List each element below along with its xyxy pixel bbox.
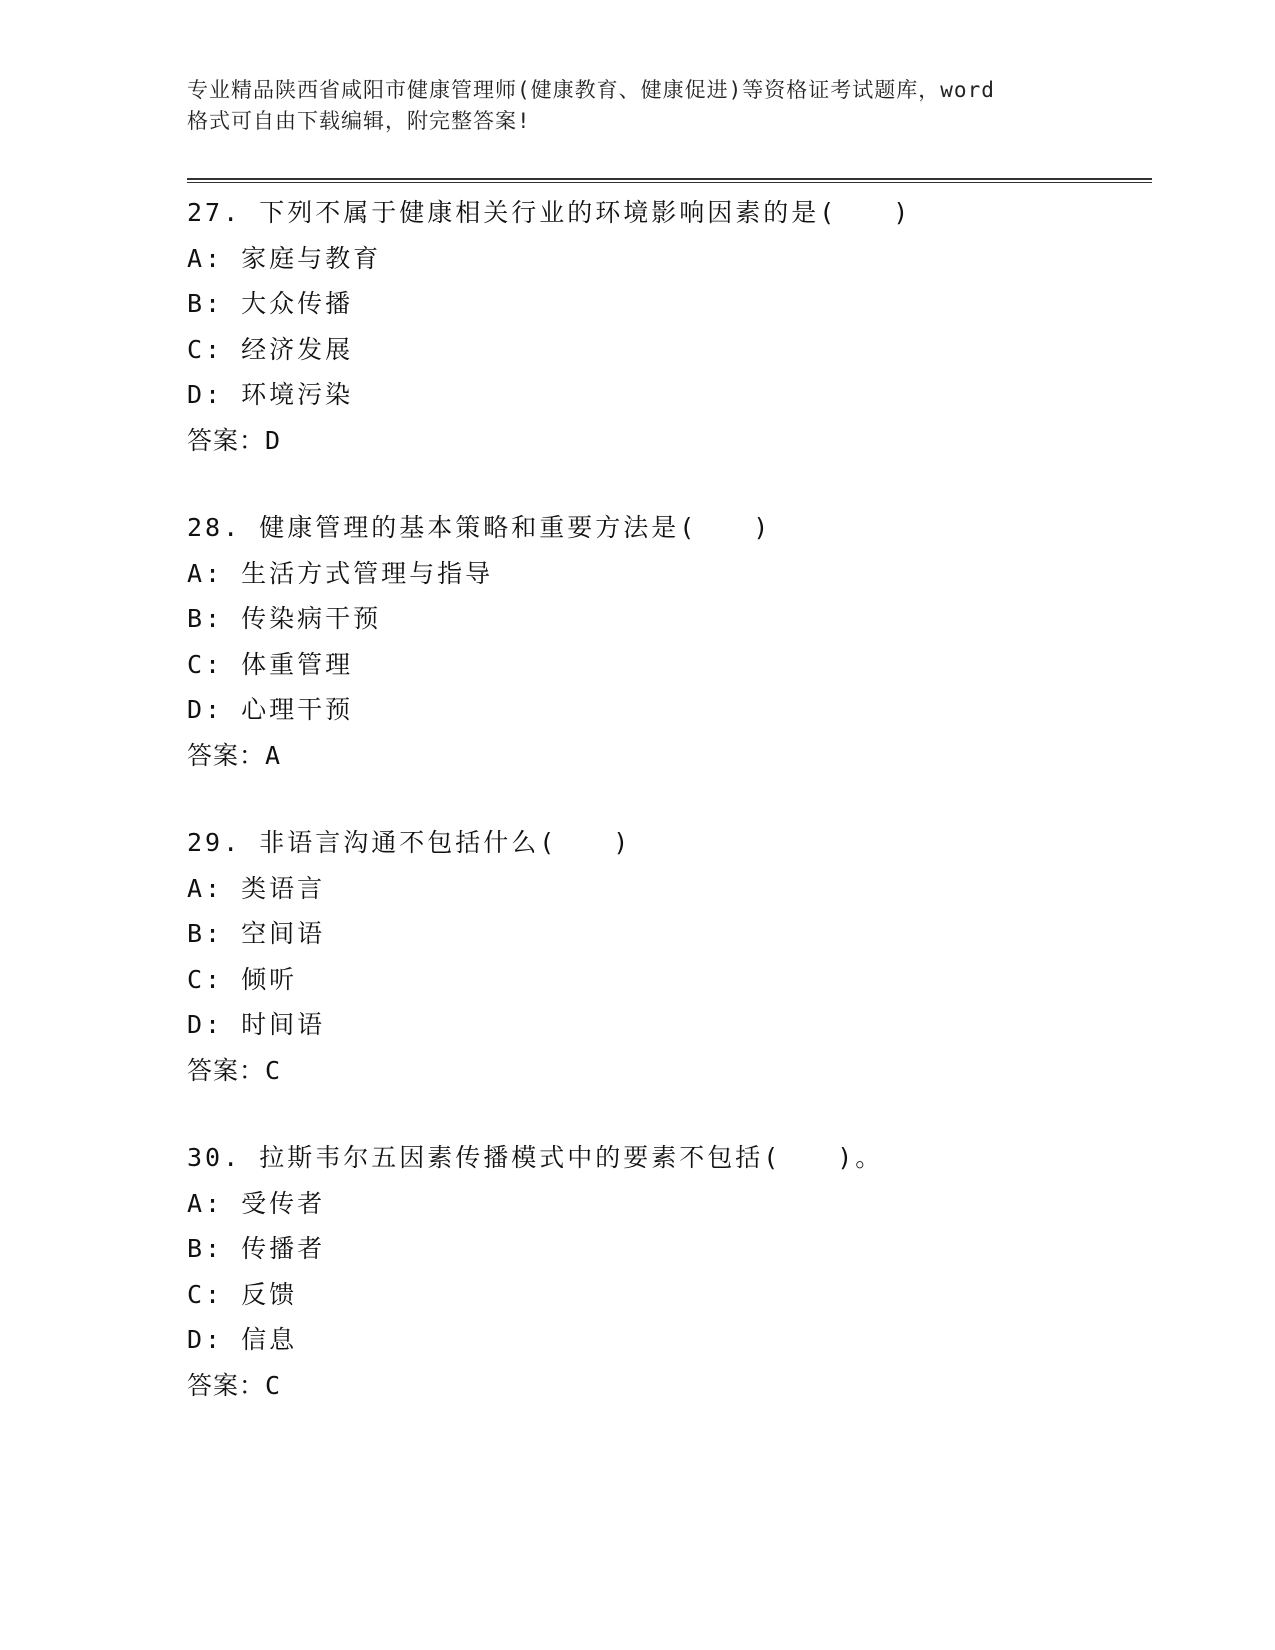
answer-value: D: [265, 425, 282, 455]
answer-label: 答案：: [187, 1055, 266, 1085]
question-stem: 27. 下列不属于健康相关行业的环境影响因素的是( ): [187, 198, 912, 227]
option-d: D: 时间语: [187, 1010, 326, 1039]
option-d: D: 信息: [187, 1325, 298, 1354]
option-a: A: 家庭与教育: [187, 243, 382, 273]
option-b: B: 空间语: [187, 919, 326, 948]
answer-line: [187, 418, 1152, 464]
question-27: [187, 190, 1152, 463]
answer-label: 答案：: [187, 425, 266, 455]
option-a: A: 受传者: [187, 1188, 326, 1218]
answer-line: [187, 1048, 1152, 1094]
option-c: C: 倾听: [187, 964, 298, 994]
question-30: [187, 1135, 1152, 1408]
option-b: B: 传播者: [187, 1234, 326, 1263]
header-line-1: 专业精品陕西省咸阳市健康管理师(健康教育、健康促进)等资格证考试题库，word: [187, 78, 995, 102]
option-d: D: 环境污染: [187, 380, 354, 409]
document-header: [187, 75, 1087, 137]
option-c: C: 体重管理: [187, 649, 354, 679]
option-a: A: 生活方式管理与指导: [187, 558, 494, 588]
option-d: D: 心理干预: [187, 695, 354, 724]
question-stem: 28. 健康管理的基本策略和重要方法是( ): [187, 513, 772, 542]
answer-line: [187, 733, 1152, 779]
option-a: A: 类语言: [187, 873, 326, 903]
question-29: [187, 820, 1152, 1093]
option-b: B: 大众传播: [187, 289, 354, 318]
option-c: C: 反馈: [187, 1279, 298, 1309]
answer-label: 答案：: [187, 1370, 266, 1400]
question-stem: 29. 非语言沟通不包括什么( ): [187, 828, 632, 857]
question-stem: 30. 拉斯韦尔五因素传播模式中的要素不包括( )。: [187, 1143, 884, 1172]
option-c: C: 经济发展: [187, 334, 354, 364]
answer-line: [187, 1363, 1152, 1409]
answer-value: C: [265, 1370, 282, 1400]
answer-value: C: [265, 1055, 282, 1085]
header-divider: [187, 178, 1152, 183]
answer-value: A: [265, 740, 282, 770]
question-list: [187, 190, 1152, 1408]
header-line-2: 格式可自由下载编辑，附完整答案!: [187, 109, 531, 133]
answer-label: 答案：: [187, 740, 266, 770]
question-28: [187, 505, 1152, 778]
option-b: B: 传染病干预: [187, 604, 382, 633]
